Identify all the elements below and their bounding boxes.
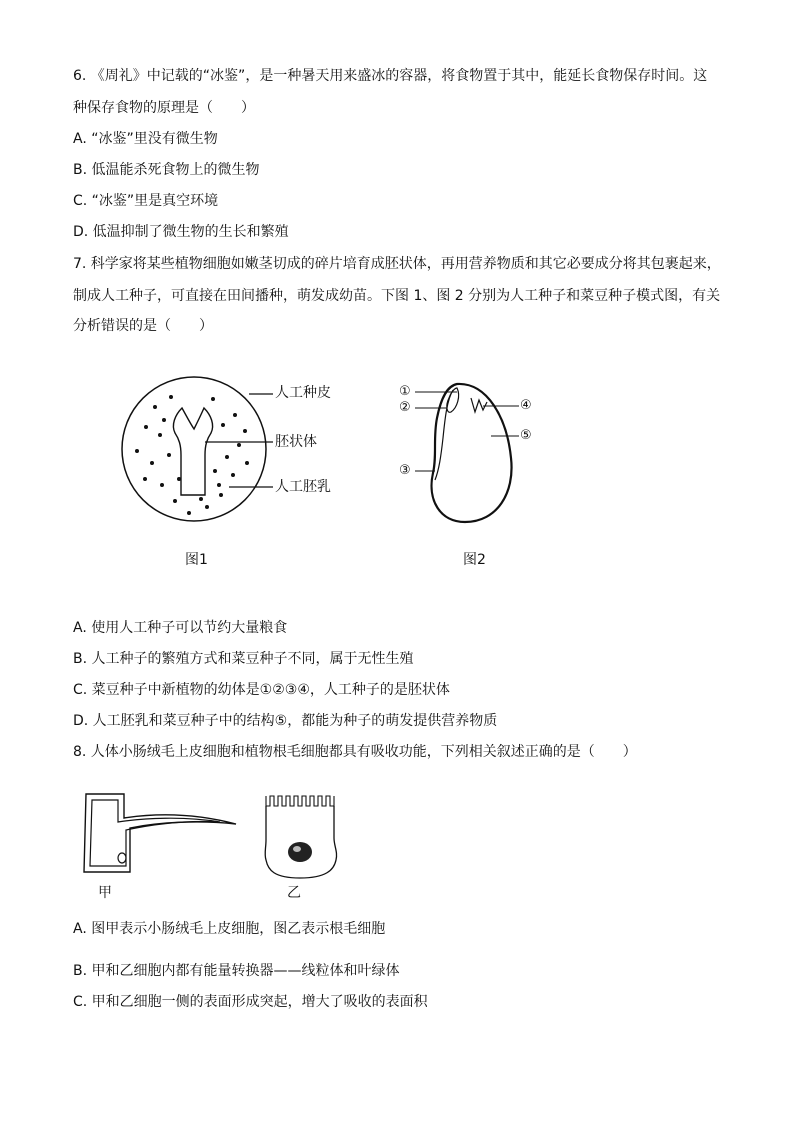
q7-option-c: C. 菜豆种子中新植物的幼体是①②③④，人工种子的是胚状体 <box>73 682 450 698</box>
marker-5: ⑤ <box>520 428 532 443</box>
q7-stem-line1: 7. 科学家将某些植物细胞如嫩茎切成的碎片培育成胚状体，再用营养物质和其它必要成分将其包裹起来， <box>73 256 721 272</box>
intestinal-epithelial-cell-diagram <box>262 790 342 882</box>
q8-option-b: B. 甲和乙细胞内都有能量转换器——线粒体和叶绿体 <box>73 963 400 979</box>
q6-option-b: B. 低温能杀死食物上的微生物 <box>73 162 260 178</box>
fig1-caption: 图1 <box>185 552 208 568</box>
nucleus-dark <box>288 842 312 862</box>
q6-stem-line1: 6. 《周礼》中记载的“冰鉴”，是一种暑天用来盛冰的容器，将食物置于其中，能延长食物保存时间。这 <box>73 68 708 84</box>
cell-body-outline <box>265 806 336 878</box>
q7-option-b: B. 人工种子的繁殖方式和菜豆种子不同，属于无性生殖 <box>73 651 414 667</box>
cell-wall-outline <box>84 794 236 872</box>
q8-option-c: C. 甲和乙细胞一侧的表面形成突起，增大了吸收的表面积 <box>73 994 428 1010</box>
seed-inner-line <box>435 390 453 480</box>
endosperm-dots <box>135 395 249 515</box>
marker-2: ② <box>399 400 411 415</box>
marker-3: ③ <box>399 463 411 478</box>
microvilli <box>266 796 334 806</box>
label-artificial-seed-coat: 人工种皮 <box>275 385 331 401</box>
fig2-caption: 图2 <box>463 552 486 568</box>
seed-coat-circle <box>122 377 266 521</box>
seed-outline <box>432 384 512 522</box>
embryoid-shape <box>173 408 212 495</box>
plumule-shape <box>471 398 487 412</box>
q6-stem-line2: 种保存食物的原理是（ ） <box>73 100 255 116</box>
q7-stem-line3: 分析错误的是（ ） <box>73 318 213 334</box>
bean-seed-diagram <box>395 378 535 528</box>
q6-option-c: C. “冰鉴”里是真空环境 <box>73 193 219 209</box>
q6-option-a: A. “冰鉴”里没有微生物 <box>73 131 218 147</box>
q7-option-d: D. 人工胚乳和菜豆种子中的结构⑤，都能为种子的萌发提供营养物质 <box>73 713 498 729</box>
label-embryoid: 胚状体 <box>275 434 317 450</box>
q7-stem-line2: 制成人工种子，可直接在田间播种，萌发成幼苗。下图 1、图 2 分别为人工种子和菜豆种子模式图，有关 <box>73 288 721 304</box>
nucleus-highlight <box>293 846 301 852</box>
artificial-seed-diagram <box>115 375 285 525</box>
q8-stem: 8. 人体小肠绒毛上皮细胞和植物根毛细胞都具有吸收功能，下列相关叙述正确的是（ ） <box>73 744 637 760</box>
q6-option-d: D. 低温抑制了微生物的生长和繁殖 <box>73 224 289 240</box>
label-artificial-endosperm: 人工胚乳 <box>275 479 331 495</box>
marker-1: ① <box>399 384 411 399</box>
q8-option-a: A. 图甲表示小肠绒毛上皮细胞，图乙表示根毛细胞 <box>73 921 386 937</box>
marker-4: ④ <box>520 398 532 413</box>
nucleus-shape <box>118 853 126 863</box>
root-hair-cell-diagram <box>80 788 242 878</box>
q7-option-a: A. 使用人工种子可以节约大量粮食 <box>73 620 288 636</box>
label-jia: 甲 <box>98 885 112 901</box>
label-yi: 乙 <box>287 885 301 901</box>
cell-membrane-outline <box>90 800 220 866</box>
